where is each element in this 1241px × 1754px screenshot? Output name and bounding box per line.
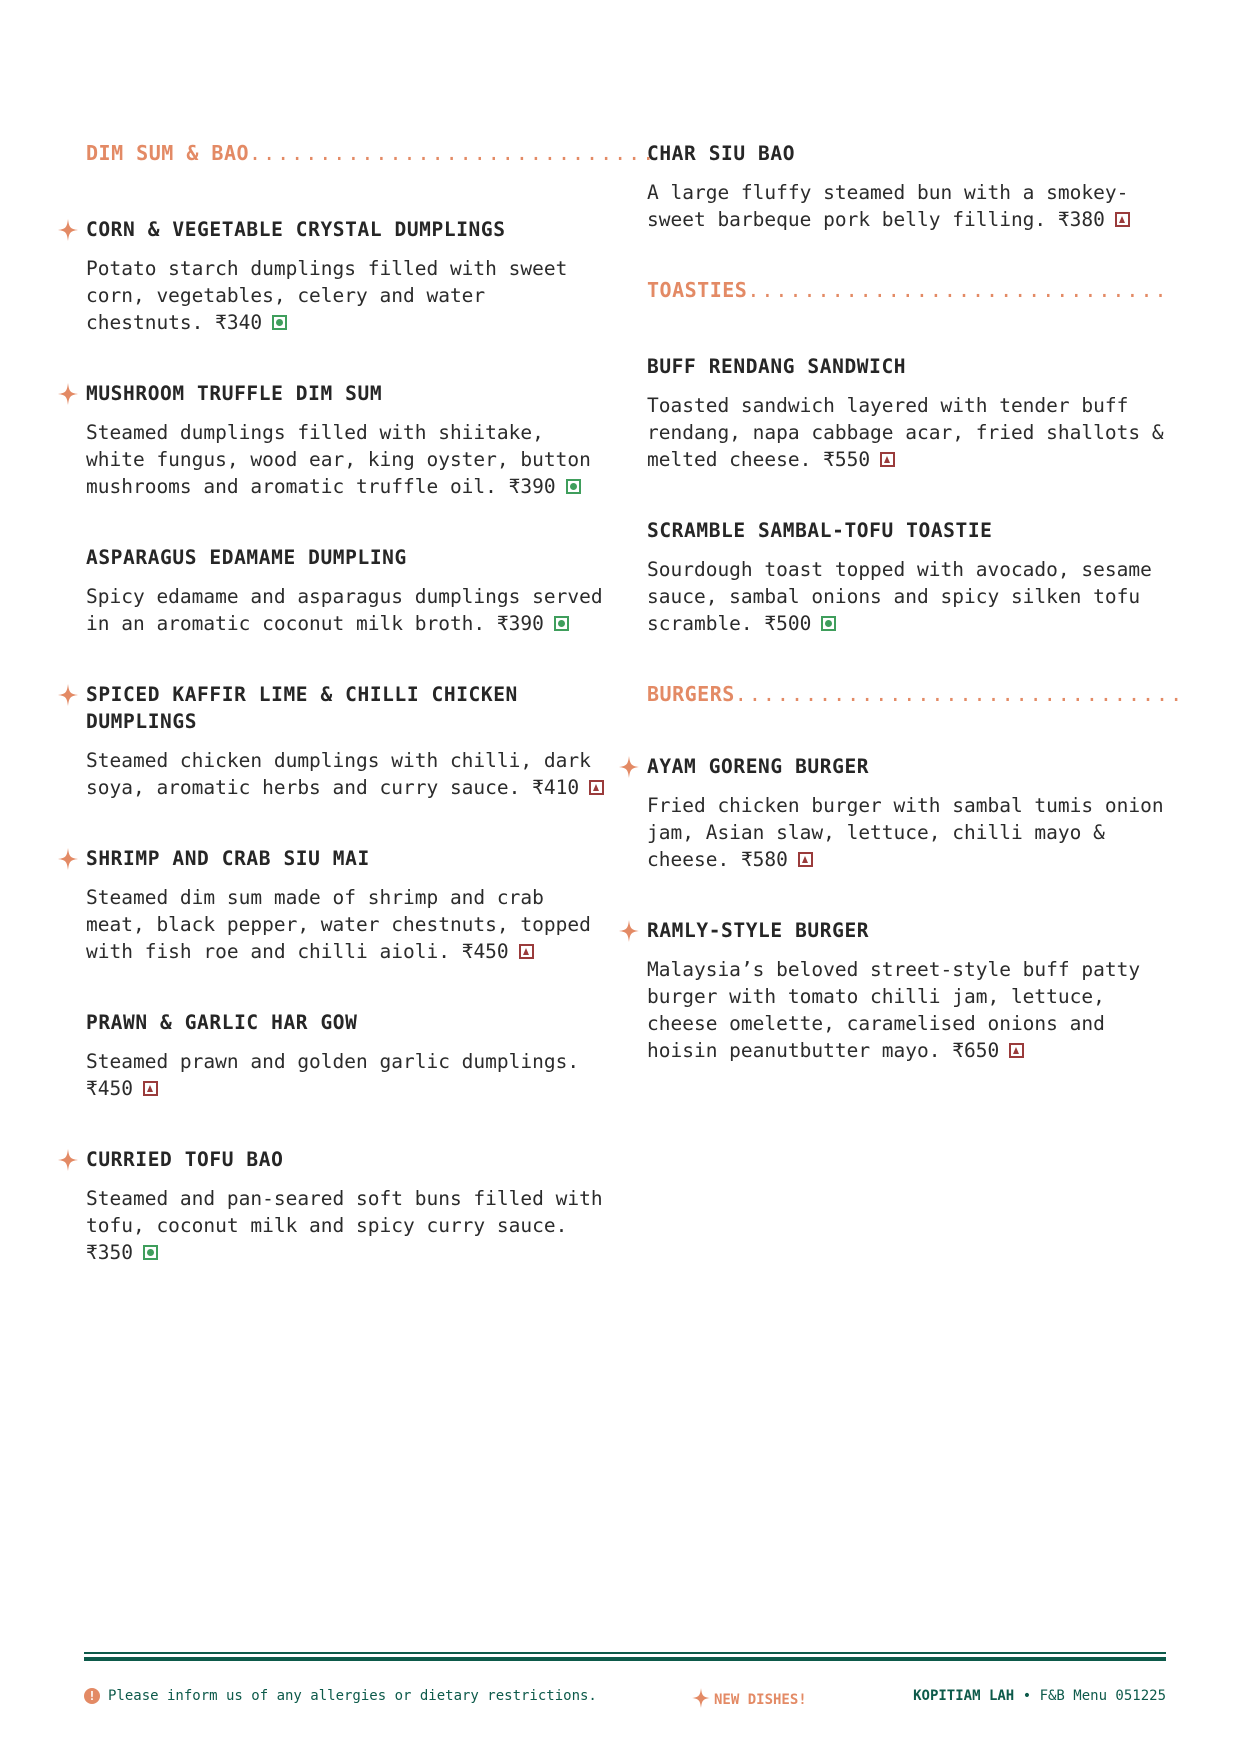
footer-divider xyxy=(84,1652,1166,1654)
veg-icon xyxy=(272,315,287,330)
new-dish-star-icon xyxy=(619,756,639,776)
new-dish-star-icon xyxy=(58,1149,78,1169)
item-description: Steamed prawn and golden garlic dumplings. ₹450 xyxy=(86,1050,580,1100)
veg-icon xyxy=(821,616,836,631)
item-description: Potato starch dumplings filled with sweet corn, vegetables, celery and water chestnuts. ₹340 xyxy=(86,257,568,334)
item-name: CORN & VEGETABLE CRYSTAL DUMPLINGS xyxy=(86,218,506,241)
new-dish-star-icon xyxy=(619,920,639,940)
item-description: A large fluffy steamed bun with a smokey-sweet barbeque pork belly filling. ₹380 xyxy=(647,181,1129,231)
item-price: ₹550 xyxy=(823,448,871,471)
new-dish-star-icon xyxy=(58,383,78,403)
non-veg-icon xyxy=(880,452,895,467)
item-description: Sourdough toast topped with avocado, sesame sauce, sambal onions and spicy silken tofu scramble. ₹500 xyxy=(647,558,1152,635)
item-name: CHAR SIU BAO xyxy=(647,142,796,165)
item-name: CURRIED TOFU BAO xyxy=(86,1148,284,1171)
new-dishes-legend xyxy=(692,1688,807,1708)
menu-item xyxy=(86,1146,606,1266)
menu-item xyxy=(86,380,606,500)
menu-code: F&B Menu 051225 xyxy=(1039,1688,1166,1704)
item-price: ₹450 xyxy=(461,940,509,963)
item-description: Spicy edamame and asparagus dumplings served in an aromatic coconut milk broth. ₹390 xyxy=(86,585,603,635)
veg-icon xyxy=(566,479,581,494)
right-column xyxy=(647,140,1185,1064)
menu-item xyxy=(86,1009,606,1102)
item-name: MUSHROOM TRUFFLE DIM SUM xyxy=(86,382,383,405)
item-price: ₹580 xyxy=(740,848,788,871)
section-title-burgers: BURGERS................................ xyxy=(647,682,1185,706)
non-veg-icon xyxy=(1009,1043,1024,1058)
item-name: BUFF RENDANG SANDWICH xyxy=(647,355,907,378)
new-dishes-label: NEW DISHES! xyxy=(714,1692,807,1708)
item-price: ₹350 xyxy=(86,1241,133,1264)
brand-name: KOPITIAM LAH xyxy=(913,1688,1015,1704)
brand-line xyxy=(913,1688,1166,1704)
new-dish-star-icon xyxy=(58,684,78,704)
item-price: ₹500 xyxy=(764,612,812,635)
item-description: Toasted sandwich layered with tender buff rendang, napa cabbage acar, fried shallots & melted cheese. ₹550 xyxy=(647,394,1164,471)
item-name: RAMLY-STYLE BURGER xyxy=(647,919,870,942)
item-description: Fried chicken burger with sambal tumis onion jam, Asian slaw, lettuce, chilli mayo & cheese. ₹580 xyxy=(647,794,1164,871)
item-name: SCRAMBLE SAMBAL-TOFU TOASTIE xyxy=(647,519,993,542)
allergy-note xyxy=(84,1688,597,1704)
item-price: ₹390 xyxy=(496,612,544,635)
item-price: ₹340 xyxy=(215,311,263,334)
item-price: ₹450 xyxy=(86,1077,133,1100)
non-veg-icon xyxy=(798,852,813,867)
menu-item xyxy=(647,917,1167,1064)
footer-divider-thick xyxy=(84,1657,1166,1661)
section-title-toasties: TOASTIES.............................. xyxy=(647,278,1169,302)
menu-item xyxy=(86,845,606,965)
item-price: ₹380 xyxy=(1057,208,1105,231)
item-description: Steamed dim sum made of shrimp and crab meat, black pepper, water chestnuts, topped with fish roe and chilli aioli. ₹450 xyxy=(86,886,591,963)
item-description: Steamed chicken dumplings with chilli, dark soya, aromatic herbs and curry sauce. ₹410 xyxy=(86,747,606,801)
item-name: PRAWN & GARLIC HAR GOW xyxy=(86,1011,358,1034)
non-veg-icon xyxy=(589,780,604,795)
item-price: ₹650 xyxy=(952,1039,1000,1062)
menu-item xyxy=(86,216,606,336)
menu-item xyxy=(647,753,1167,873)
non-veg-icon xyxy=(143,1081,158,1096)
menu-item xyxy=(86,681,606,801)
item-name: ASPARAGUS EDAMAME DUMPLING xyxy=(86,546,407,569)
new-dish-star-icon xyxy=(692,1688,710,1708)
alert-icon: ! xyxy=(84,1688,100,1704)
non-veg-icon xyxy=(1115,212,1130,227)
menu-item xyxy=(86,544,606,637)
item-name: SHRIMP AND CRAB SIU MAI xyxy=(86,847,370,870)
item-price: ₹410 xyxy=(532,776,580,799)
menu-item xyxy=(647,353,1167,473)
footer xyxy=(84,1688,1166,1710)
new-dish-star-icon xyxy=(58,219,78,239)
item-description: Steamed dumplings filled with shiitake, white fungus, wood ear, king oyster, button mushrooms and aromatic truffle oil. ₹390 xyxy=(86,421,591,498)
item-name: AYAM GORENG BURGER xyxy=(647,755,870,778)
allergy-text: Please inform us of any allergies or dietary restrictions. xyxy=(108,1688,597,1704)
new-dish-star-icon xyxy=(58,848,78,868)
menu-item xyxy=(647,140,1167,233)
item-description: Malaysia’s beloved street-style buff patty burger with tomato chilli jam, lettuce, cheese omelette, caramelised onions and hoisin peanutbutter mayo. ₹650 xyxy=(647,958,1141,1062)
item-description: Steamed and pan-seared soft buns filled with tofu, coconut milk and spicy curry sauce. ₹350 xyxy=(86,1187,603,1264)
brand-separator: • xyxy=(1022,1688,1032,1704)
non-veg-icon xyxy=(519,944,534,959)
section-title-dim-sum: DIM SUM & BAO.............................. xyxy=(86,141,671,165)
left-column xyxy=(86,140,671,1266)
veg-icon xyxy=(143,1245,158,1260)
veg-icon xyxy=(554,616,569,631)
menu-item xyxy=(647,517,1167,637)
item-name: SPICED KAFFIR LIME & CHILLI CHICKEN DUMPLINGS xyxy=(86,683,518,733)
item-price: ₹390 xyxy=(508,475,556,498)
